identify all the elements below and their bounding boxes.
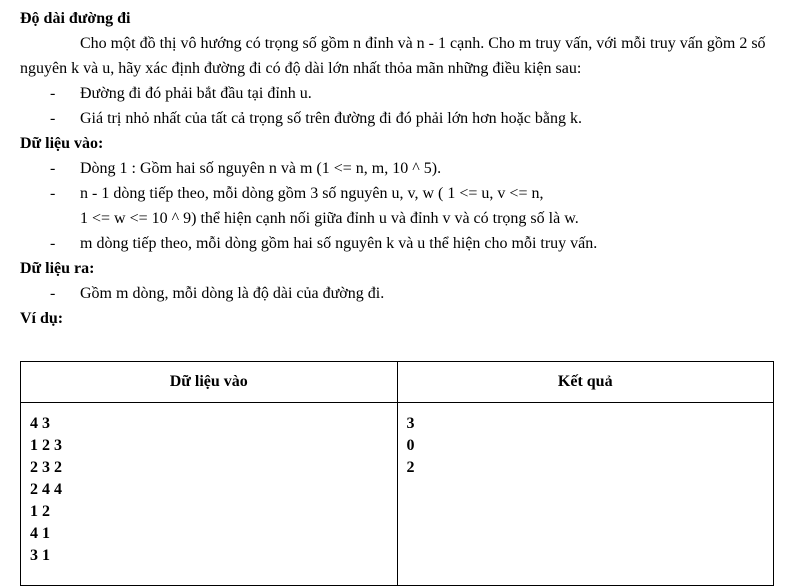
bullet-dash: - <box>50 285 56 302</box>
problem-title: Độ dài đường đi <box>20 10 131 27</box>
condition-item <box>20 106 780 131</box>
bullet-dash: - <box>50 185 56 202</box>
input-cell <box>21 403 398 586</box>
bullet-dash: - <box>50 160 56 177</box>
input-line: 4 1 <box>30 525 50 542</box>
example-table <box>20 361 774 586</box>
column-header-input: Dữ liệu vào <box>21 362 398 403</box>
table-row <box>21 403 774 586</box>
input-item-continuation <box>20 206 780 231</box>
condition-text: Giá trị nhỏ nhất của tất cả trọng số trên đường đi đó phải lớn hơn hoặc bằng k. <box>80 110 582 127</box>
bullet-dash: - <box>50 235 56 252</box>
table-header-row <box>21 362 774 403</box>
input-text: m dòng tiếp theo, mỗi dòng gồm hai số nguyên k và u thể hiện cho mỗi truy vấn. <box>80 235 598 252</box>
input-item <box>20 231 780 256</box>
input-line: 1 2 3 <box>30 437 62 454</box>
input-text: 1 <= w <= 10 ^ 9) thể hiện cạnh nối giữa đỉnh u và đỉnh v và có trọng số là w. <box>80 210 579 227</box>
output-text: Gồm m dòng, mỗi dòng là độ dài của đường đi. <box>80 285 385 302</box>
condition-text: Đường đi đó phải bắt đầu tại đỉnh u. <box>80 85 312 102</box>
output-line: 2 <box>406 459 415 476</box>
input-heading: Dữ liệu vào: <box>20 135 104 152</box>
input-line: 1 2 <box>30 503 50 520</box>
input-text: Dòng 1 : Gồm hai số nguyên n và m (1 <= n, m, 10 ^ 5). <box>80 160 442 177</box>
conditions-list <box>20 81 780 131</box>
output-cell <box>397 403 774 586</box>
input-line: 3 1 <box>30 547 50 564</box>
input-line: 4 3 <box>30 415 50 432</box>
output-line: 0 <box>406 437 415 454</box>
output-list <box>20 281 780 306</box>
input-item <box>20 156 780 181</box>
input-item <box>20 181 780 206</box>
input-line: 2 4 4 <box>30 481 62 498</box>
output-item <box>20 281 780 306</box>
output-line: 3 <box>406 415 415 432</box>
example-heading: Ví dụ: <box>20 310 64 327</box>
bullet-dash: - <box>50 110 56 127</box>
output-heading: Dữ liệu ra: <box>20 260 95 277</box>
problem-intro: Cho một đồ thị vô hướng có trọng số gồm n đỉnh và n - 1 cạnh. Cho m truy vấn, với mỗi truy vấn gồm 2 số nguyên k và u, hãy xác định đường đi có độ dài lớn nhất thỏa mãn những điều kiện sau: <box>20 35 766 77</box>
column-header-output: Kết quả <box>397 362 774 403</box>
input-list <box>20 156 780 256</box>
input-text: n - 1 dòng tiếp theo, mỗi dòng gồm 3 số nguyên u, v, w ( 1 <= u, v <= n, <box>80 185 544 202</box>
problem-statement <box>20 6 780 586</box>
spacer <box>20 331 780 361</box>
condition-item <box>20 81 780 106</box>
input-line: 2 3 2 <box>30 459 62 476</box>
bullet-dash: - <box>50 85 56 102</box>
